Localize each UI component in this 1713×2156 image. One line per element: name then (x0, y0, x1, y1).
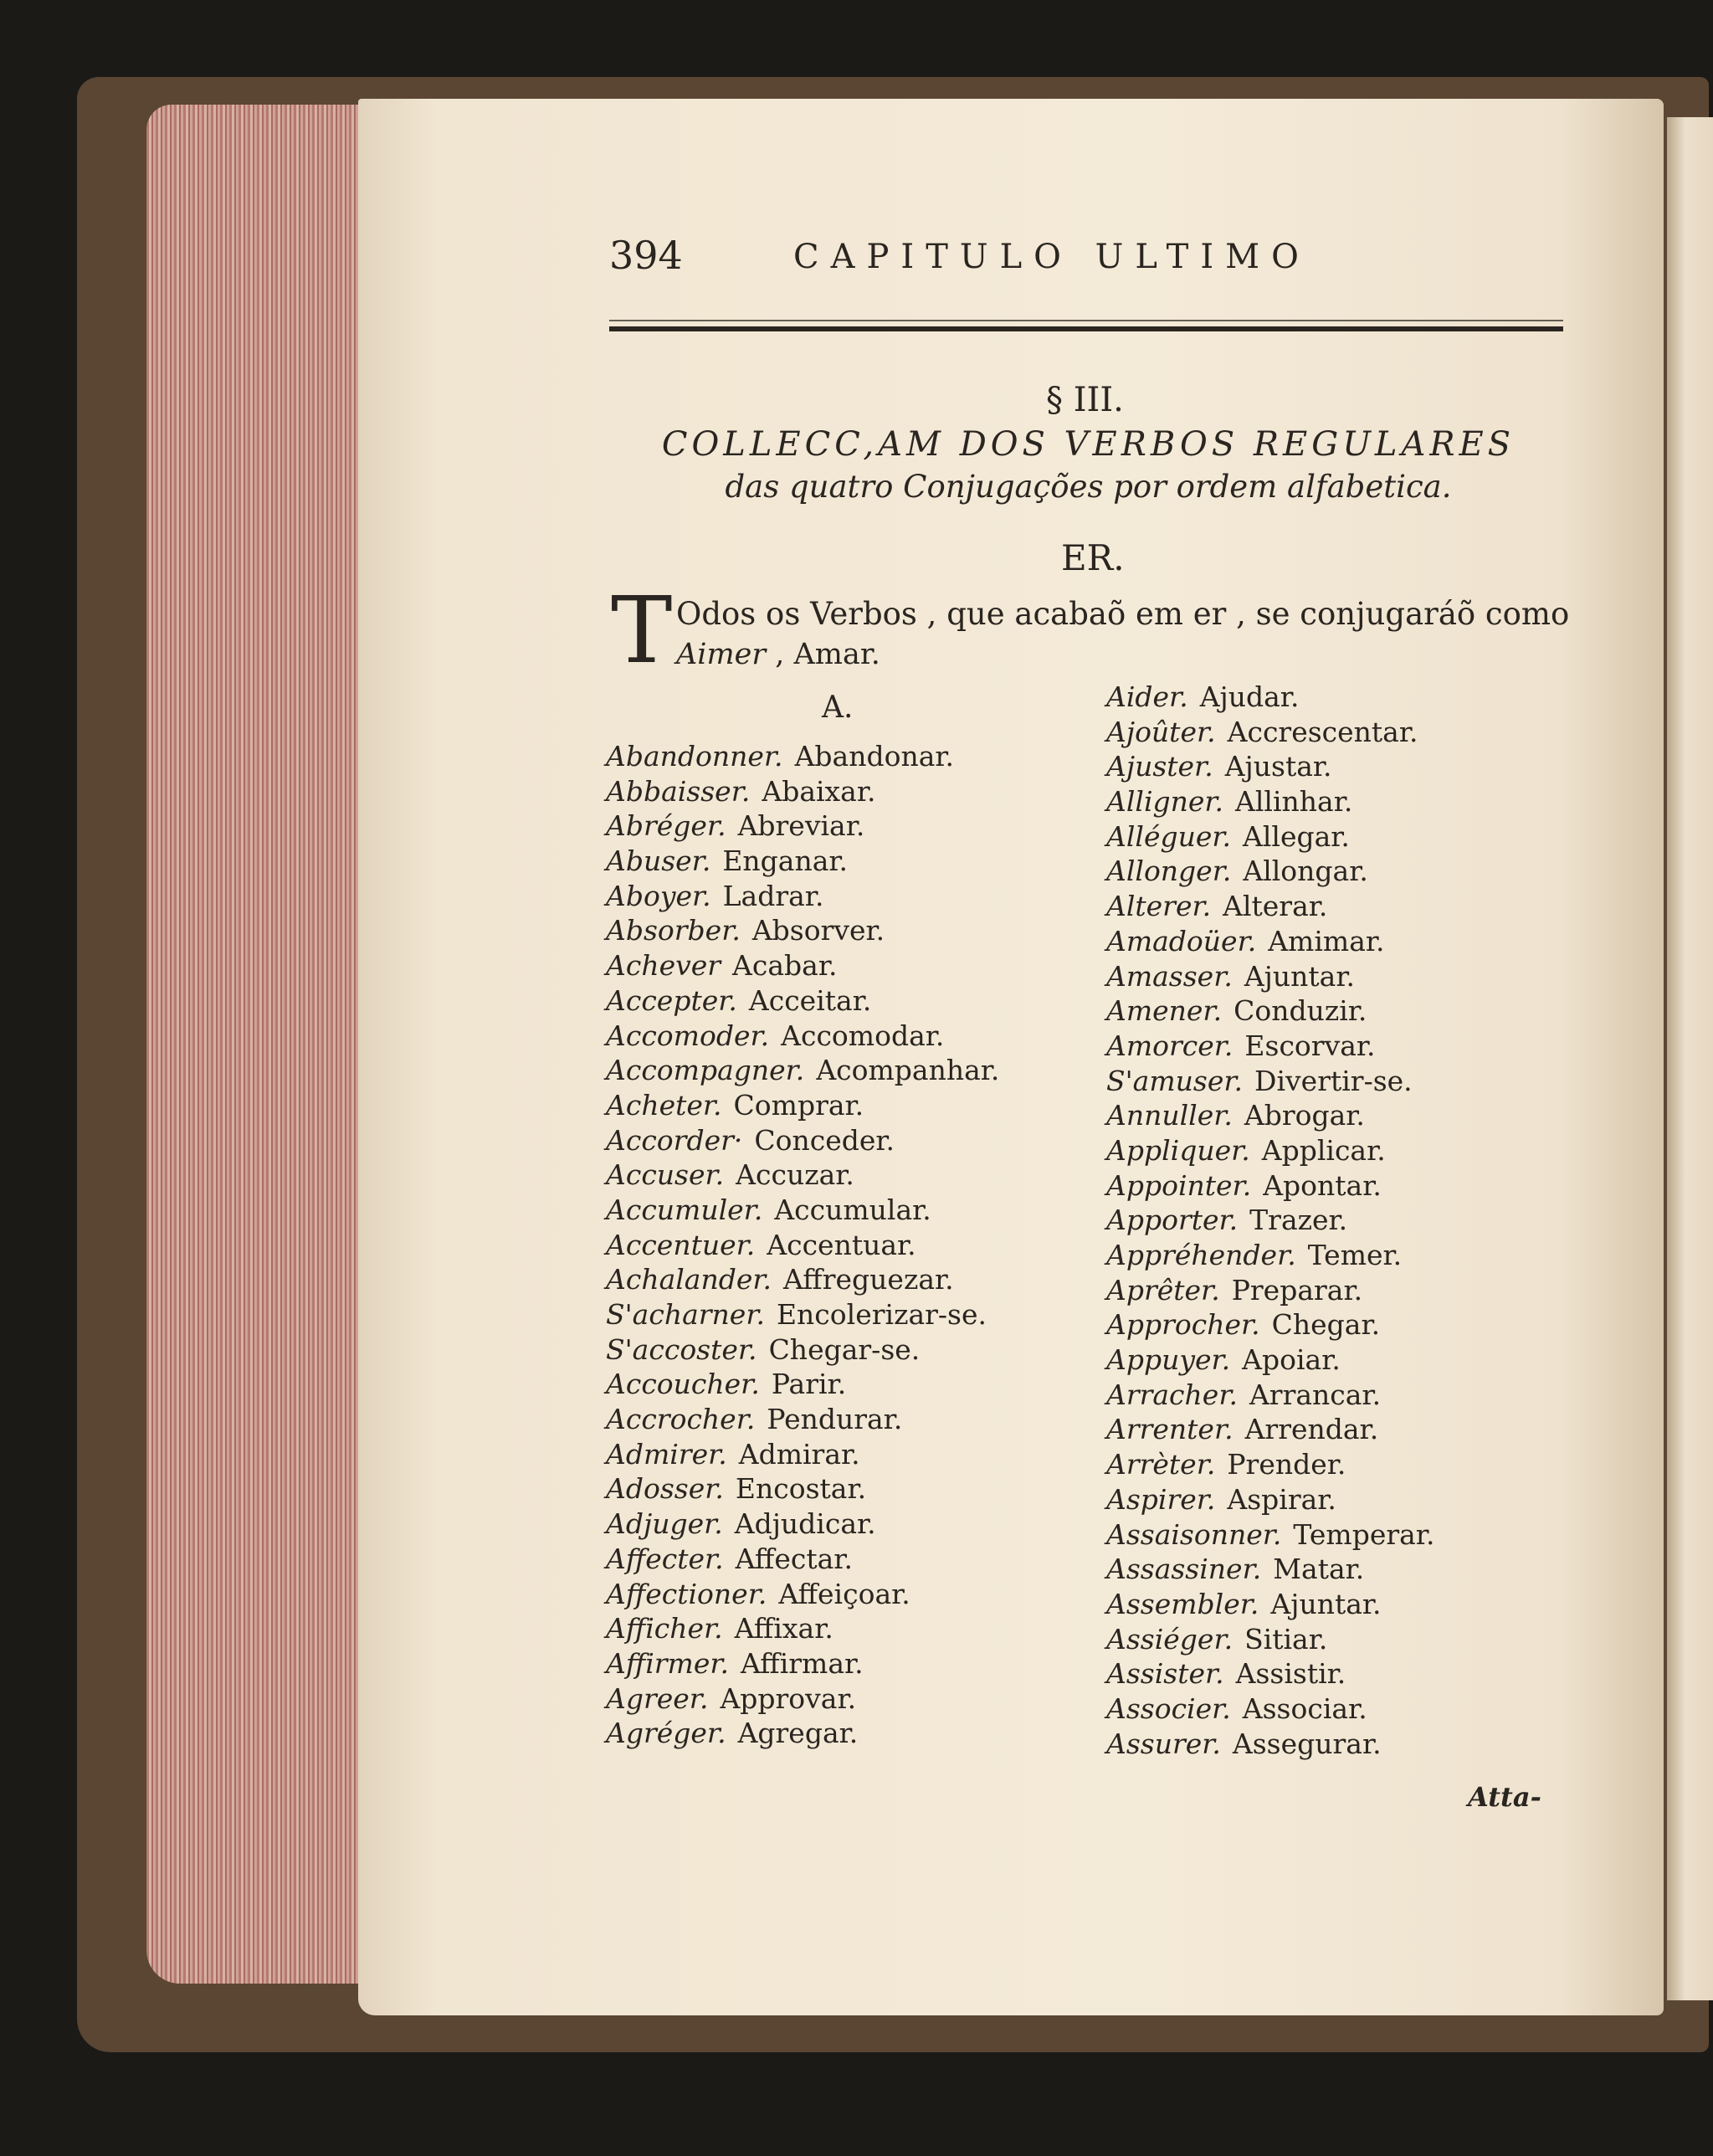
french-verb: Accomoder. (606, 1019, 770, 1052)
verb-entry (1106, 1342, 1575, 1378)
french-verb: Appliquer. (1106, 1133, 1250, 1167)
portuguese-translation: Matar. (1273, 1553, 1365, 1586)
portuguese-translation: Sitiar. (1244, 1622, 1328, 1656)
verb-entry (606, 1262, 1091, 1297)
french-verb: Arracher. (1106, 1378, 1238, 1411)
portuguese-translation: Ajudar. (1199, 680, 1300, 713)
portuguese-translation: Affixar. (734, 1612, 833, 1645)
portuguese-translation: Affreguezar. (783, 1263, 954, 1296)
portuguese-translation: Conceder. (754, 1123, 895, 1157)
portuguese-translation: Agregar. (737, 1717, 859, 1750)
french-verb: Acheter. (606, 1088, 722, 1122)
french-verb: Accentuer. (606, 1228, 756, 1261)
portuguese-translation: Allinhar. (1235, 785, 1353, 819)
portuguese-translation: Encostar. (735, 1472, 867, 1506)
portuguese-translation: Apoiar. (1242, 1343, 1341, 1377)
portuguese-translation: Applicar. (1261, 1133, 1386, 1167)
portuguese-translation: Prender. (1227, 1448, 1346, 1481)
verb-entry (606, 1193, 1091, 1228)
verb-entry (606, 983, 1091, 1019)
french-verb: Appréhender. (1106, 1239, 1296, 1271)
verb-entry (1106, 854, 1575, 889)
drop-cap: T (611, 577, 673, 684)
french-verb: Alléguer. (1106, 819, 1232, 853)
section-subtitle: das quatro Conjugações por ordem alfabetica. (725, 469, 1452, 505)
portuguese-translation: Affeiçoar. (778, 1577, 910, 1610)
portuguese-translation: Abandonar. (794, 740, 955, 773)
french-verb: Arrenter. (1106, 1413, 1233, 1446)
verb-entry (606, 1402, 1091, 1437)
portuguese-translation: Ladrar. (722, 879, 824, 912)
verb-entry (606, 1507, 1091, 1542)
french-verb: Admirer. (606, 1437, 727, 1471)
verb-entry (1106, 1064, 1575, 1099)
running-title: CAPITULO ULTIMO (793, 238, 1310, 276)
portuguese-translation: Allegar. (1243, 819, 1350, 853)
portuguese-translation: Absorver. (751, 914, 885, 947)
french-verb: Accoucher. (606, 1368, 760, 1401)
french-verb: Approcher. (1106, 1308, 1260, 1342)
french-verb: Accompagner. (606, 1054, 805, 1087)
verb-entry (606, 808, 1091, 844)
portuguese-translation: Associar. (1242, 1691, 1367, 1725)
portuguese-translation: Allongar. (1243, 855, 1368, 888)
french-verb: Abréger. (606, 809, 726, 843)
french-verb: Assembler. (1106, 1587, 1259, 1620)
portuguese-translation: Divertir-se. (1254, 1064, 1413, 1097)
intro-example-portuguese: , Amar. (775, 638, 880, 671)
portuguese-translation: Aspirar. (1227, 1482, 1336, 1516)
portuguese-translation: Accumular. (774, 1193, 931, 1226)
french-verb: Absorber. (606, 914, 741, 947)
verb-entry (1106, 1412, 1575, 1447)
french-verb: Aboyer. (606, 879, 711, 912)
left-column (606, 739, 1091, 1751)
portuguese-translation: Ajustar. (1224, 750, 1332, 783)
page-header (609, 233, 1563, 283)
facing-page-edge (1667, 117, 1713, 2000)
verb-entry (1106, 889, 1575, 924)
verb-entry (1106, 1727, 1575, 1762)
french-verb: Assister. (1106, 1657, 1224, 1691)
portuguese-translation: Accomodar. (781, 1019, 945, 1052)
portuguese-translation: Chegar-se. (768, 1332, 921, 1366)
verb-entry (1106, 1482, 1575, 1517)
portuguese-translation: Abreviar. (737, 809, 865, 843)
portuguese-translation: Apontar. (1263, 1168, 1382, 1202)
right-column (1106, 680, 1575, 1761)
french-verb: Ajuster. (1106, 750, 1213, 783)
portuguese-translation: Abaixar. (762, 774, 876, 808)
header-rule (609, 326, 1563, 331)
french-verb: Agreer. (606, 1681, 709, 1715)
french-verb: Aspirer. (1106, 1482, 1216, 1516)
verb-entry (1106, 1168, 1575, 1204)
verb-entry (1106, 959, 1575, 994)
french-verb: S'amuser. (1106, 1064, 1244, 1097)
portuguese-translation: Acompanhar. (816, 1054, 1000, 1087)
portuguese-translation: Comprar. (733, 1088, 864, 1122)
french-verb: Abbaisser. (606, 774, 751, 808)
french-verb: Appuyer. (1106, 1343, 1231, 1377)
french-verb: S'acharner. (606, 1298, 765, 1331)
portuguese-translation: Chegar. (1271, 1308, 1381, 1342)
portuguese-translation: Pendurar. (767, 1403, 903, 1436)
verb-entry (1106, 1203, 1575, 1238)
intro-example-french: Aimer (676, 638, 767, 671)
portuguese-translation: Admirar. (738, 1437, 860, 1471)
catchword: Atta- (1468, 1781, 1541, 1813)
verb-entry (1106, 1656, 1575, 1691)
portuguese-translation: Temperar. (1293, 1517, 1435, 1551)
verb-entry (606, 1019, 1091, 1054)
portuguese-translation: Acceitar. (748, 983, 872, 1017)
portuguese-translation: Adjudicar. (734, 1507, 876, 1541)
french-verb: Annuller. (1106, 1099, 1233, 1132)
portuguese-translation: Preparar. (1231, 1273, 1363, 1306)
portuguese-translation: Ajuntar. (1244, 959, 1355, 993)
verb-entry (1106, 1029, 1575, 1064)
page-edges (146, 105, 364, 1984)
french-verb: Abuser. (606, 844, 711, 878)
verb-entry (606, 1646, 1091, 1681)
section-title: COLLECC,AM DOS VERBOS REGULARES (661, 425, 1516, 464)
verb-entry (606, 844, 1091, 879)
portuguese-translation: Alterar. (1223, 890, 1328, 923)
verb-entry (606, 1681, 1091, 1717)
verb-entry (1106, 993, 1575, 1029)
french-verb: Adosser. (606, 1472, 724, 1506)
verb-entry (606, 1332, 1091, 1368)
portuguese-translation: Arrancar. (1249, 1378, 1382, 1411)
verb-entry (1106, 1378, 1575, 1413)
verb-entry (1106, 784, 1575, 819)
french-verb: Assassiner. (1106, 1553, 1262, 1586)
french-verb: Achever (606, 949, 721, 983)
verb-entry (1106, 1273, 1575, 1308)
intro-line-1: Odos os Verbos , que acabaõ em er , se conjugaráõ como (676, 596, 1570, 632)
page-number: 394 (609, 233, 683, 278)
portuguese-translation: Assegurar. (1232, 1727, 1382, 1760)
french-verb: Amorcer. (1106, 1029, 1233, 1062)
portuguese-translation: Enganar. (722, 844, 849, 878)
header-rule-thin (609, 320, 1563, 321)
verb-entry (606, 774, 1091, 809)
french-verb: Accepter. (606, 983, 737, 1017)
verb-entry (606, 1367, 1091, 1402)
verb-entry (1106, 1447, 1575, 1482)
verb-entry (606, 1123, 1091, 1158)
verb-entry (606, 1437, 1091, 1472)
portuguese-translation: Temer. (1307, 1239, 1403, 1271)
french-verb: Amasser. (1106, 959, 1233, 993)
verb-entry (1106, 819, 1575, 855)
french-verb: Afficher. (606, 1612, 723, 1645)
verb-entry (606, 948, 1091, 983)
portuguese-translation: Parir. (771, 1368, 847, 1401)
portuguese-translation: Acabar. (732, 949, 838, 983)
french-verb: Aprêter. (1106, 1273, 1220, 1306)
french-verb: Appointer. (1106, 1168, 1252, 1202)
french-verb: Agréger. (606, 1717, 726, 1750)
verb-entry (1106, 1098, 1575, 1133)
french-verb: Amener. (1106, 994, 1223, 1028)
verb-entry (1106, 1133, 1575, 1168)
verb-entry (606, 879, 1091, 914)
verb-entry (1106, 680, 1575, 715)
verb-entry (1106, 1691, 1575, 1727)
verb-entry (606, 1471, 1091, 1507)
verb-entry (606, 1716, 1091, 1751)
french-verb: Affecter. (606, 1542, 724, 1575)
verb-entry (606, 1611, 1091, 1646)
french-verb: S'accoster. (606, 1332, 757, 1366)
verb-entry (606, 1053, 1091, 1088)
portuguese-translation: Conduzir. (1233, 994, 1367, 1028)
verb-entry (1106, 1517, 1575, 1553)
french-verb: Allonger. (1106, 855, 1232, 888)
verb-entry (606, 1297, 1091, 1332)
french-verb: Associer. (1106, 1691, 1231, 1725)
intro-line-2 (676, 638, 880, 671)
french-verb: Abandonner. (606, 740, 783, 773)
letter-heading: A. (822, 690, 854, 725)
verb-entry (1106, 924, 1575, 959)
portuguese-translation: Approvar. (720, 1681, 857, 1715)
portuguese-translation: Encolerizar-se. (776, 1298, 987, 1331)
french-verb: Affirmer. (606, 1646, 730, 1680)
portuguese-translation: Arrendar. (1244, 1413, 1379, 1446)
portuguese-translation: Trazer. (1249, 1204, 1348, 1237)
french-verb: Achalander. (606, 1263, 772, 1296)
french-verb: Accuser. (606, 1158, 725, 1192)
verb-entry (606, 1088, 1091, 1123)
french-verb: Assiéger. (1106, 1622, 1233, 1656)
verb-entry (1106, 715, 1575, 750)
french-verb: Alterer. (1106, 890, 1212, 923)
verb-entry (1106, 1238, 1575, 1273)
portuguese-translation: Accrescentar. (1227, 715, 1418, 748)
french-verb: Accumuler. (606, 1193, 763, 1226)
portuguese-translation: Ajuntar. (1270, 1587, 1382, 1620)
verb-entry (1106, 749, 1575, 784)
portuguese-translation: Affectar. (735, 1542, 853, 1575)
french-verb: Arrèter. (1106, 1448, 1216, 1481)
verb-entry (1106, 1622, 1575, 1657)
portuguese-translation: Abrogar. (1244, 1099, 1365, 1132)
verb-entry (606, 1577, 1091, 1612)
group-heading: ER. (1061, 537, 1125, 578)
portuguese-translation: Affirmar. (741, 1646, 864, 1680)
verb-entry (606, 1542, 1091, 1577)
french-verb: Affectioner. (606, 1577, 767, 1610)
verb-entry (1106, 1587, 1575, 1622)
verb-entry (606, 739, 1091, 774)
portuguese-translation: Accuzar. (736, 1158, 854, 1192)
french-verb: Alligner. (1106, 785, 1224, 819)
verb-entry (606, 1158, 1091, 1193)
french-verb: Accorder· (606, 1123, 743, 1157)
french-verb: Accrocher. (606, 1403, 756, 1436)
section-mark: § III. (1046, 381, 1124, 419)
verb-entry (1106, 1307, 1575, 1342)
french-verb: Assurer. (1106, 1727, 1221, 1760)
french-verb: Adjuger. (606, 1507, 723, 1541)
french-verb: Aider. (1106, 680, 1188, 713)
portuguese-translation: Escorvar. (1244, 1029, 1376, 1062)
french-verb: Amadoüer. (1106, 924, 1257, 957)
french-verb: Ajoûter. (1106, 715, 1216, 748)
portuguese-translation: Accentuar. (767, 1228, 916, 1261)
verb-entry (1106, 1552, 1575, 1587)
verb-entry (606, 913, 1091, 948)
portuguese-translation: Amimar. (1268, 924, 1385, 957)
french-verb: Assaisonner. (1106, 1517, 1282, 1551)
verb-entry (606, 1228, 1091, 1263)
portuguese-translation: Assistir. (1235, 1657, 1346, 1691)
french-verb: Apporter. (1106, 1204, 1239, 1237)
